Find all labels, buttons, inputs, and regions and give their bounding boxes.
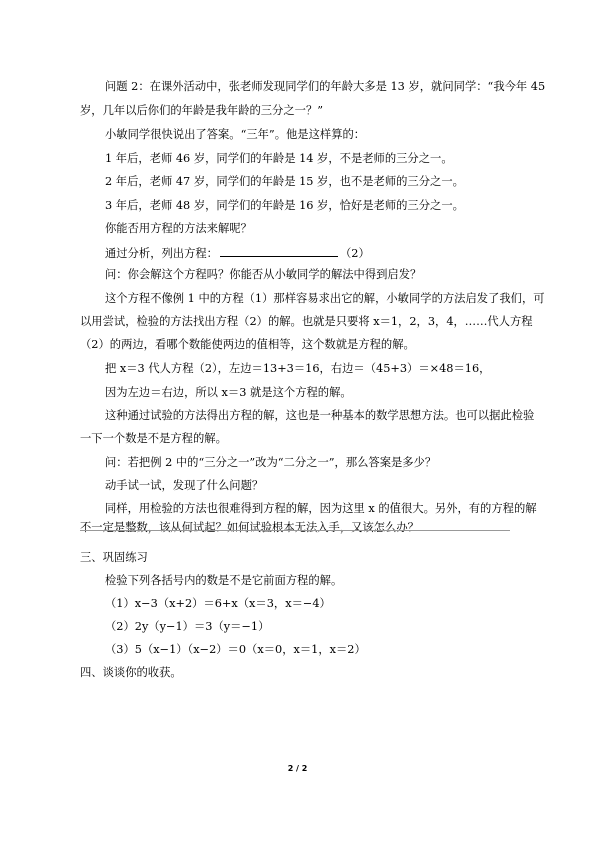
text-line: 同样，用检验的方法也很难得到方程的解，因为这里 x 的值很大。另外，有的方程的解	[105, 502, 537, 515]
text-line: 这种通过试验的方法得出方程的解，这也是一种基本的数学思想方法。也可以据此检验	[105, 409, 535, 422]
text-line: 因为左边＝右边，所以 x＝3 就是这个方程的解。	[105, 386, 352, 399]
text-line: 2 年后，老师 47 岁，同学们的年龄是 15 岁，也不是老师的三分之一。	[105, 175, 464, 188]
section-heading: 三、巩固练习	[80, 551, 148, 564]
text-line: 你能否用方程的方法来解呢？	[105, 222, 252, 235]
text-line: 这个方程不像例 1 中的方程（1）那样容易求出它的解，小敏同学的方法启发了我们，可	[105, 292, 545, 305]
text-line: 问：若把例 2 中的“三分之一”改为“二分之一”，那么答案是多少？	[105, 456, 437, 469]
text-line: 把 x＝3 代人方程（2），左边＝13+3＝16，右边＝（45+3）＝×48＝16，	[105, 362, 491, 375]
exercise-item: （2）2y（y−1）＝3（y＝−1）	[105, 620, 270, 633]
text-line: 岁，几年以后你们的年龄是我年龄的三分之一？”	[80, 104, 324, 117]
exercise-item: （1）x−3（x+2）＝6+x（x＝3，x＝−4）	[105, 597, 331, 610]
text-line: 问题 2：在课外活动中，张老师发现同学们的年龄大多是 13 岁，就问同学：“我今年 45	[105, 80, 546, 93]
text-line: （2）的两边，看哪个数能使两边的值相等，这个数就是方程的解。	[80, 338, 415, 351]
text-line: 检验下列各括号内的数是不是它前面方程的解。	[105, 574, 343, 587]
text-line: 一下一个数是不是方程的解。	[80, 432, 227, 445]
text-line: 1 年后，老师 46 岁，同学们的年龄是 14 岁，不是老师的三分之一。	[105, 152, 453, 165]
text-line: 动手试一试，发现了什么问题？	[105, 479, 264, 492]
text-line: 以用尝试，检验的方法找出方程（2）的解。也就是只要将 x＝1，2，3，4，……代人方程	[80, 315, 533, 328]
section-heading: 四、谈谈你的收获。	[80, 666, 182, 679]
text-line: 3 年后，老师 48 岁，同学们的年龄是 16 岁，恰好是老师的三分之一。	[105, 199, 464, 212]
page-number: 2 / 2	[287, 764, 308, 773]
exercise-item: （3）5（x−1）（x−2）＝0（x＝0，x＝1，x＝2）	[105, 643, 366, 656]
answer-blank[interactable]	[220, 245, 338, 257]
equation-number: （2）	[339, 247, 370, 260]
text-line: 不一定是整数，该从何试起？如何试验根本无法入手，又该怎么办？	[80, 521, 419, 534]
equation-prompt-label: 通过分析，列出方程：	[105, 247, 218, 260]
text-line: 问：你会解这个方程吗？你能否从小敏同学的解法中得到启发？	[105, 268, 422, 281]
equation-prompt	[105, 245, 370, 261]
section-divider	[80, 530, 510, 531]
text-line: 小敏同学很快说出了答案。“三年”。他是这样算的：	[105, 128, 366, 141]
